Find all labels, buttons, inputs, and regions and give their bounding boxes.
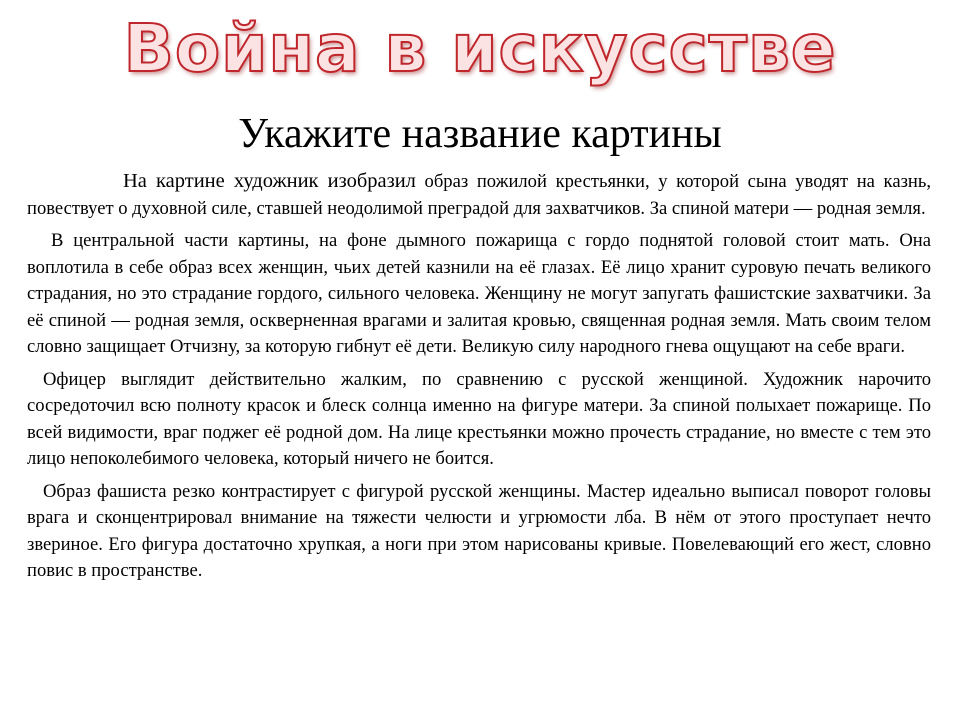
paragraph-4: Образ фашиста резко контрастирует с фигурой русской женщины. Мастер идеально выписал поворот головы врага и сконцентрировал внимание на тяжести челюсти и угрюмости лба. В нём от этого проступает нечто звериное. Его фигура достаточно хрупкая, а ноги при этом нарисованы кривые. Повелевающий его жест, словно повис в пространстве. [27, 480, 931, 581]
paragraph-1-lead: На картине художник изобразил [123, 170, 416, 192]
slide-subtitle: Укажите название картины [238, 111, 722, 157]
paragraph-2: В центральной части картины, на фоне дымного пожарища с гордо поднятой головой стоит мать. Она воплотила в себе образ всех женщин, чьих детей казнили на её глазах. Её лицо хранит суровую печать великого страдания, но это страдание гордого, сильного человека. Женщину не могут запугать фашистские захватчики. За её спиной — родная земля, оскверненная врагами и залитая кровью, священная родная земля. Мать своим телом словно защищает Отчизну, за которую гибнут её дети. Великую силу народного гнева ощущают на себе враги. [27, 230, 931, 357]
paragraph-1 [27, 168, 931, 222]
slide-title: Война в искусстве [123, 10, 837, 87]
paragraph-1-rest: образ пожилой крестьянки, у которой сына уводят на казнь, повествует о духовной силе, ставшей неодолимой преградой для захватчиков. За спиной матери — родная земля. [27, 171, 931, 219]
body-text [27, 168, 931, 591]
paragraph-3: Офицер выглядит действительно жалким, по сравнению с русской женщиной. Художник нарочито сосредоточил всю полноту красок и блеск солнца именно на фигуре матери. За спиной полыхает пожарище. По всей видимости, враг поджег её родной дом. На лице крестьянки можно прочесть страдание, но вместе с тем это лицо непоколебимого человека, который ничего не боится. [27, 368, 931, 469]
